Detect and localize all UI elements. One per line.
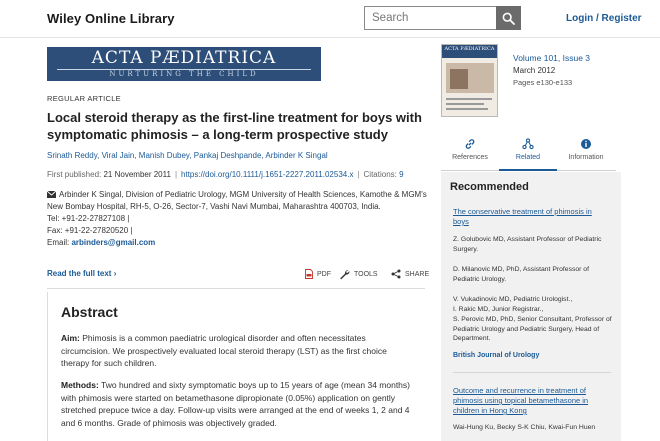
volume-issue-link[interactable]: Volume 101, Issue 3 <box>513 53 591 63</box>
recommended-journal-link[interactable]: British Journal of Urology <box>453 352 540 359</box>
recommended-author: S. Perovic MD, PhD, Senior Consultant, Professor of Pediatric Urology and Pediatric Surgery, Head of Department. <box>453 316 612 342</box>
login-register-link[interactable]: Login / Register <box>566 13 642 24</box>
author-link[interactable]: Arbinder K Singal <box>265 151 328 160</box>
correspondence-block <box>47 189 437 249</box>
sidebar-tabs <box>441 132 616 171</box>
recommended-panel <box>441 172 621 441</box>
first-published-date: 21 November 2011 <box>103 170 171 179</box>
envelope-icon <box>47 191 56 198</box>
cover-title-bar: ACTA PÆDIATRICA <box>442 45 497 58</box>
pdf-icon <box>305 269 313 279</box>
issue-pages: Pages e130-e133 <box>513 78 573 87</box>
network-icon <box>522 138 534 150</box>
pdf-label: PDF <box>317 270 331 278</box>
recommended-article-link[interactable]: The conservative treatment of phimosis in boys <box>453 207 592 226</box>
search-button[interactable] <box>496 6 521 30</box>
pdf-button[interactable] <box>305 269 331 279</box>
methods-label: Methods: <box>61 380 99 390</box>
correspondence-tel: Tel: +91-22-27827108 | <box>47 214 130 223</box>
search-icon <box>502 12 515 25</box>
author-link[interactable]: Manish Dubey <box>138 151 190 160</box>
author-list: Srinath Reddy, Viral Jain, Manish Dubey, Pankaj Deshpande, Arbinder K Singal <box>47 151 328 160</box>
author-link[interactable]: Pankaj Deshpande <box>193 151 262 160</box>
first-published-label: First published: <box>47 170 102 179</box>
email-label: Email: <box>47 238 70 247</box>
recommended-author: Wai-Hung Ku, Becky S-K Chiu, Kwai-Fun Huen <box>453 424 596 431</box>
tab-information-label: Information <box>568 154 604 161</box>
read-full-text-label: Read the full text <box>47 269 112 278</box>
journal-banner[interactable] <box>47 47 321 81</box>
share-button[interactable] <box>391 269 429 279</box>
methods-text: Two hundred and sixty symptomatic boys up to 15 years of age (mean 34 months) with phimosis were started on betamethasone dipropionate (0.05%) application on gently stretched prepuce twice a day. Follow-up visits were arranged at the end of weeks 1, 2 and 4 and 6 months. Grade of phimosis was objectively graded. <box>61 380 410 428</box>
link-icon <box>464 138 476 150</box>
recommended-author: V. Vukadinovic MD, Pediatric Urologist., <box>453 296 573 303</box>
recommended-author: Z. Golubovic MD, Assistant Professor of Pediatric Surgery. <box>453 236 602 253</box>
correspondence-address-2: New Bombay Hospital, RH-5, O-26, Sector-7, Vashi Navi Mumbai, Maharashtra 400703, India. <box>47 202 381 211</box>
correspondence-fax: Fax: +91-22-27820520 | <box>47 226 133 235</box>
article-title: Local steroid therapy as the first-line treatment for boys with symptomatic phimosis – a long-term prospective study <box>47 110 422 142</box>
correspondence-address: Arbinder K Singal, Division of Pediatric Urology, MGM University of Health Sciences, Kamothe & MGM's <box>59 190 427 199</box>
share-icon <box>391 269 401 279</box>
search-box <box>364 6 521 30</box>
author-link[interactable]: Viral Jain <box>101 151 135 160</box>
doi-link[interactable]: https://doi.org/10.1111/j.1651-2227.2011.02534.x <box>181 170 354 179</box>
journal-tagline: NURTURING THE CHILD <box>109 70 259 78</box>
citations-count[interactable]: 9 <box>399 170 404 179</box>
share-label: SHARE <box>405 270 430 278</box>
site-header <box>0 0 660 38</box>
tab-references[interactable] <box>441 132 499 171</box>
article-type: REGULAR ARTICLE <box>47 94 121 103</box>
site-logo[interactable]: Wiley Online Library <box>47 11 175 26</box>
abstract-section <box>47 292 425 441</box>
chevron-right-icon: › <box>113 269 117 278</box>
recommended-article-link[interactable]: Outcome and recurrence in treatment of phimosis using topical betamethasone in children in Hong Kong <box>453 386 589 415</box>
read-full-text-link[interactable] <box>47 269 116 278</box>
recommended-author: I. Rakic MD, Junior Registrar., <box>453 306 544 313</box>
aim-label: Aim: <box>61 333 80 343</box>
journal-cover-image[interactable] <box>441 44 498 117</box>
divider <box>47 288 425 289</box>
info-icon <box>580 138 592 150</box>
tools-button[interactable] <box>339 269 378 280</box>
email-link[interactable]: arbinders@gmail.com <box>71 238 156 247</box>
citations-label: Citations: <box>363 170 397 179</box>
abstract-aim <box>61 332 413 370</box>
abstract-methods <box>61 379 413 429</box>
recommended-author: D. Milanovic MD, PhD, Assistant Professor of Pediatric Urology. <box>453 266 589 283</box>
tab-information[interactable] <box>557 132 615 171</box>
recommended-divider <box>453 372 611 373</box>
tab-related-label: Related <box>515 154 541 161</box>
tools-label: TOOLS <box>354 271 378 278</box>
abstract-heading: Abstract <box>61 304 118 320</box>
search-input[interactable] <box>365 7 495 29</box>
wrench-icon <box>339 269 350 280</box>
author-link[interactable]: Srinath Reddy <box>47 151 98 160</box>
recommended-heading: Recommended <box>450 181 529 193</box>
publication-meta: First published: 21 November 2011 | https://doi.org/10.1111/j.1651-2227.2011.02534.x | Citations: 9 <box>47 170 404 179</box>
issue-date: March 2012 <box>513 66 556 75</box>
tab-related[interactable] <box>499 132 557 171</box>
tab-references-label: References <box>452 154 488 161</box>
aim-text: Phimosis is a common paediatric urological disorder and often necessitates circumcision. We prospectively evaluated local steroid therapy (LST) as the first choice therapy for such children. <box>61 333 387 368</box>
journal-name: ACTA PÆDIATRICA <box>91 48 277 68</box>
